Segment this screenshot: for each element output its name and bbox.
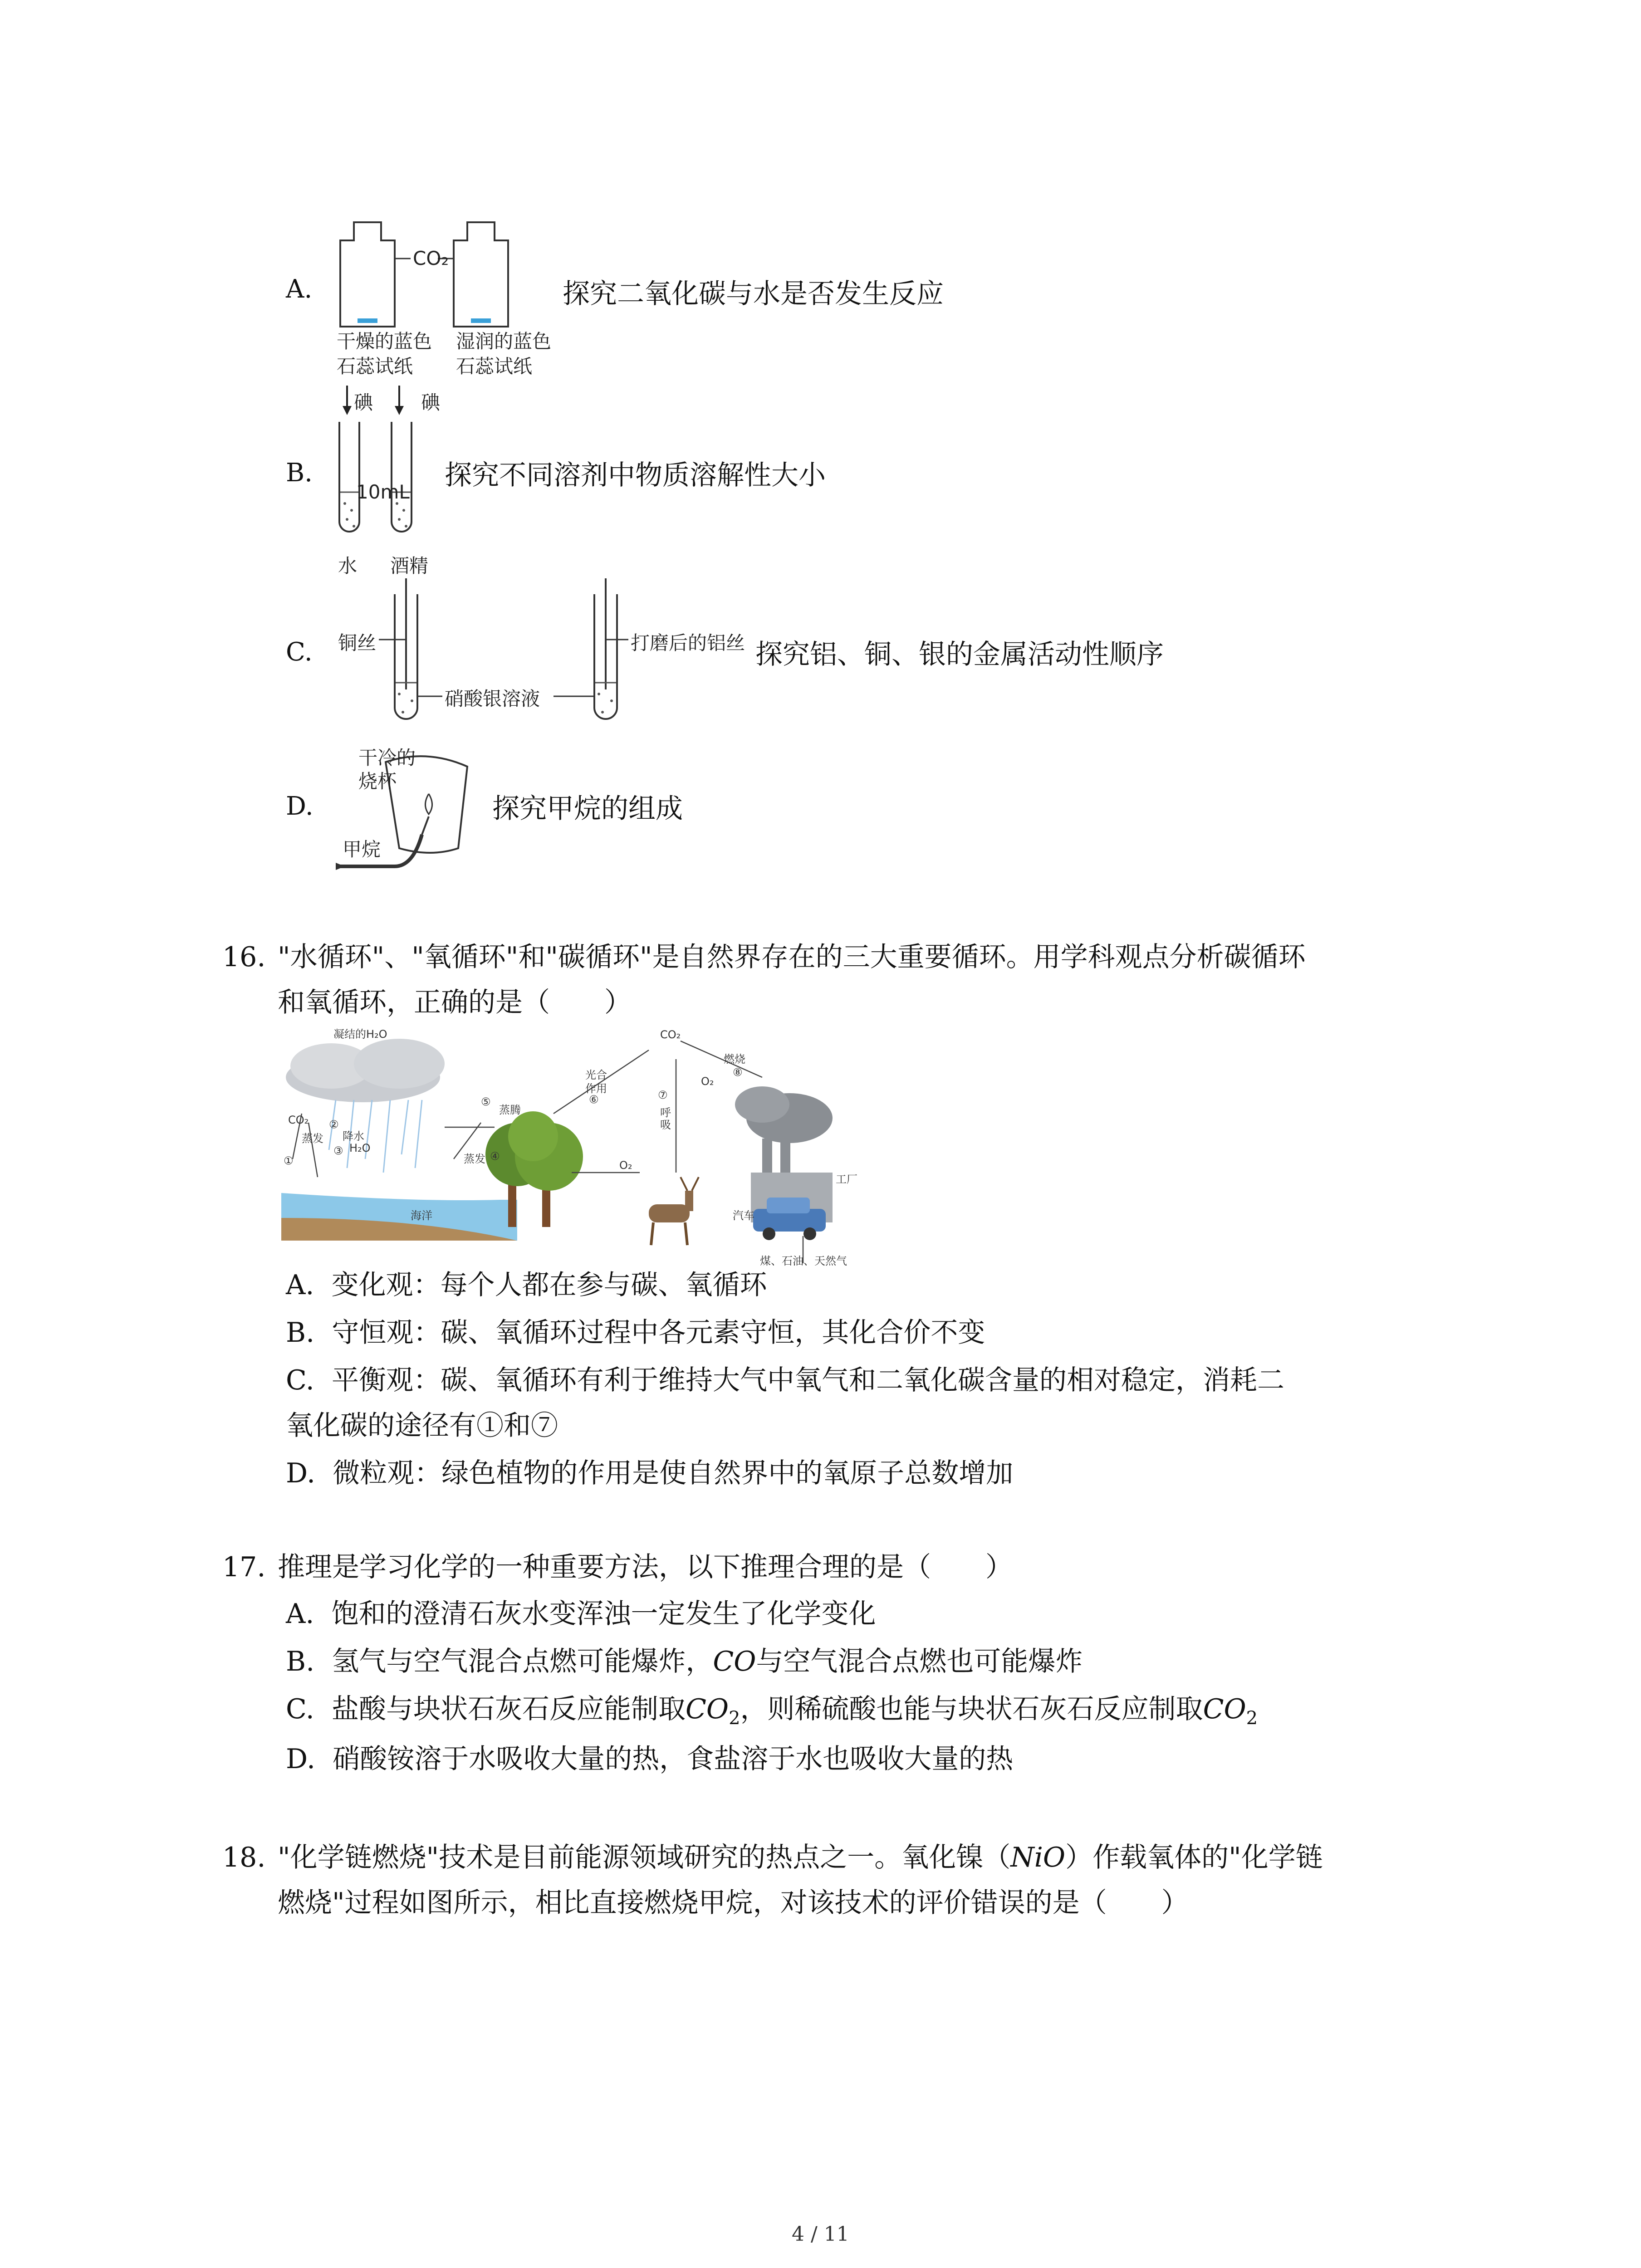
q18-stem-line1 xyxy=(278,1835,1323,1880)
q18-stem-line1-pre: "化学链燃烧"技术是目前能源领域研究的热点之一。氧化镍（ xyxy=(278,1842,1011,1873)
wet-paper-label-2: 石蕊试纸 xyxy=(456,355,533,377)
q17-option-b-letter: B. xyxy=(286,1646,315,1677)
q18-stem-line1-post: ）作载氧体的"化学链 xyxy=(1065,1842,1323,1873)
iodine-label-2: 碘 xyxy=(421,391,441,414)
q16-option-d-letter: D. xyxy=(286,1457,316,1489)
q17-option-c-sub: 2 xyxy=(729,1708,740,1729)
q17-option-b xyxy=(286,1640,1083,1679)
metal-activity-figure xyxy=(336,576,762,739)
q16-option-b-letter: B. xyxy=(286,1317,315,1349)
q18-formula: NiO xyxy=(1010,1842,1066,1873)
alcohol-label: 酒精 xyxy=(390,555,429,577)
q17-stem: 推理是学习化学的一种重要方法，以下推理合理的是（ ） xyxy=(278,1551,1013,1583)
cycle-label-n1: ① xyxy=(284,1154,294,1167)
cycle-label-n2: ② xyxy=(329,1118,339,1131)
water-label: 水 xyxy=(338,555,358,577)
q15-option-c-letter: C. xyxy=(286,637,313,667)
q17-option-a xyxy=(286,1592,876,1631)
silver-nitrate-label: 硝酸银溶液 xyxy=(445,688,540,710)
q15-option-d-text: 探究甲烷的组成 xyxy=(492,793,683,825)
q15-option-c-text: 探究铝、铜、银的金属活动性顺序 xyxy=(755,639,1164,670)
q17-option-b-formula: CO xyxy=(713,1646,756,1677)
q18-number: 18. xyxy=(222,1842,266,1873)
q17-option-c xyxy=(286,1687,1258,1729)
q17-option-a-text: 饱和的澄清石灰水变浑浊一定发生了化学变化 xyxy=(331,1598,876,1630)
q16-option-d xyxy=(286,1452,1013,1491)
q17-option-b-pre: 氢气与空气混合点燃可能爆炸， xyxy=(332,1646,713,1677)
q16-option-c xyxy=(286,1359,1284,1398)
q16-option-c-letter: C. xyxy=(286,1364,314,1396)
dry-paper-label-2: 石蕊试纸 xyxy=(337,355,413,377)
copper-wire-label: 铜丝 xyxy=(338,632,377,654)
q17-option-d-letter: D. xyxy=(286,1743,316,1775)
q16-option-c-text: 平衡观：碳、氧循环有利于维持大气中氧气和二氧化碳含量的相对稳定，消耗二 xyxy=(332,1364,1284,1396)
cycle-label-condensed: 凝结的H₂O xyxy=(333,1028,387,1041)
cycle-label-evap-3: 蒸发 xyxy=(464,1153,485,1165)
cycle-label-burn: 燃烧 xyxy=(724,1053,745,1066)
cycle-label-evap-2: 蒸发 xyxy=(302,1132,323,1145)
q16-option-a-text: 变化观：每个人都在参与碳、氧循环 xyxy=(331,1269,767,1301)
cycle-label-ocean: 海洋 xyxy=(411,1209,432,1222)
q16-number: 16. xyxy=(222,941,266,973)
q17-option-c-mid: ，则稀硫酸也能与块状石灰石反应制取 xyxy=(740,1693,1203,1725)
q17-option-c-pre: 盐酸与块状石灰石反应能制取 xyxy=(332,1693,686,1725)
q16-option-b xyxy=(286,1311,985,1350)
q15-option-d-letter: D. xyxy=(286,792,314,821)
page-number: 4 / 11 xyxy=(792,2223,849,2246)
q16-option-a xyxy=(286,1263,767,1302)
q15-option-b-letter: B. xyxy=(286,458,313,488)
aluminum-wire-label: 打磨后的铝丝 xyxy=(631,632,745,654)
q17-option-d-text: 硝酸铵溶于水吸收大量的热，食盐溶于水也吸收大量的热 xyxy=(333,1743,1014,1775)
cycle-label-rain: 降水 xyxy=(343,1130,364,1143)
cycle-label-o2-right: O₂ xyxy=(701,1075,714,1088)
cycle-label-fuels: 煤、石油、天然气 xyxy=(760,1255,847,1267)
cycle-label-n4: ④ xyxy=(490,1150,500,1163)
q17-option-c-sub2: 2 xyxy=(1246,1708,1258,1729)
cycle-label-photo-2: 作用 xyxy=(585,1082,607,1095)
cycle-label-n8: ⑧ xyxy=(733,1066,743,1079)
cycle-label-photo-1: 光合 xyxy=(585,1069,607,1081)
cycle-label-n5: ⑤ xyxy=(481,1095,491,1108)
q18-stem-line2: 燃烧"过程如图所示，相比直接燃烧甲烷，对该技术的评价错误的是（ ） xyxy=(278,1887,1189,1919)
cycle-label-co2-left: CO₂ xyxy=(288,1114,309,1126)
q16-option-d-text: 微粒观：绿色植物的作用是使自然界中的氧原子总数增加 xyxy=(333,1457,1014,1489)
beaker-label-2: 烧杯 xyxy=(358,770,397,792)
cycle-label-n3: ③ xyxy=(333,1144,343,1157)
q17-option-c-letter: C. xyxy=(286,1693,314,1725)
beaker-label-1: 干冷的 xyxy=(358,747,416,769)
iodine-label-1: 碘 xyxy=(354,391,373,414)
cycle-label-car: 汽车 xyxy=(733,1209,754,1222)
q16-option-b-text: 守恒观：碳、氧循环过程中各元素守恒，其化合价不变 xyxy=(332,1317,985,1349)
dry-paper-label-1: 干燥的蓝色 xyxy=(337,330,432,352)
cycle-label-n6: ⑥ xyxy=(589,1093,599,1106)
carbon-oxygen-cycle-figure xyxy=(281,1023,876,1268)
cycle-label-h2o: H₂O xyxy=(349,1142,371,1154)
q17-option-c-formula: CO xyxy=(686,1693,729,1725)
q17-option-a-letter: A. xyxy=(286,1598,314,1630)
cycle-label-evap-1: 蒸腾 xyxy=(499,1104,521,1116)
cycle-label-co2-top: CO₂ xyxy=(660,1028,681,1041)
cycle-label-o2-mid: O₂ xyxy=(619,1159,632,1172)
cycle-label-factory: 工厂 xyxy=(836,1173,857,1186)
q17-option-b-post: 与空气混合点燃也可能爆炸 xyxy=(756,1646,1083,1677)
methane-label: 甲烷 xyxy=(343,838,381,860)
volume-label: 10mL xyxy=(356,481,410,503)
cycle-label-n7: ⑦ xyxy=(658,1089,668,1101)
q17-number: 17. xyxy=(222,1551,266,1583)
q16-stem-line1: "水循环"、"氧循环"和"碳循环"是自然界存在的三大重要循环。用学科观点分析碳循环 xyxy=(278,941,1306,973)
cycle-label-respire-1: 呼 xyxy=(660,1106,671,1119)
q15-option-b-text: 探究不同溶剂中物质溶解性大小 xyxy=(445,459,826,491)
q15-option-a-text: 探究二氧化碳与水是否发生反应 xyxy=(563,278,944,310)
q17-option-d xyxy=(286,1737,1013,1776)
q17-option-c-formula2: CO xyxy=(1203,1693,1246,1725)
q15-option-a-letter: A. xyxy=(286,274,313,304)
co2-label: CO₂ xyxy=(413,247,449,269)
q16-option-a-letter: A. xyxy=(286,1269,314,1301)
q16-stem-line2: 和氧循环，正确的是（ ） xyxy=(278,987,632,1018)
q16-option-c-line2: 氧化碳的途径有①和⑦ xyxy=(286,1410,558,1442)
cycle-label-respire-2: 吸 xyxy=(660,1119,671,1131)
wet-paper-label-1: 湿润的蓝色 xyxy=(456,330,552,352)
